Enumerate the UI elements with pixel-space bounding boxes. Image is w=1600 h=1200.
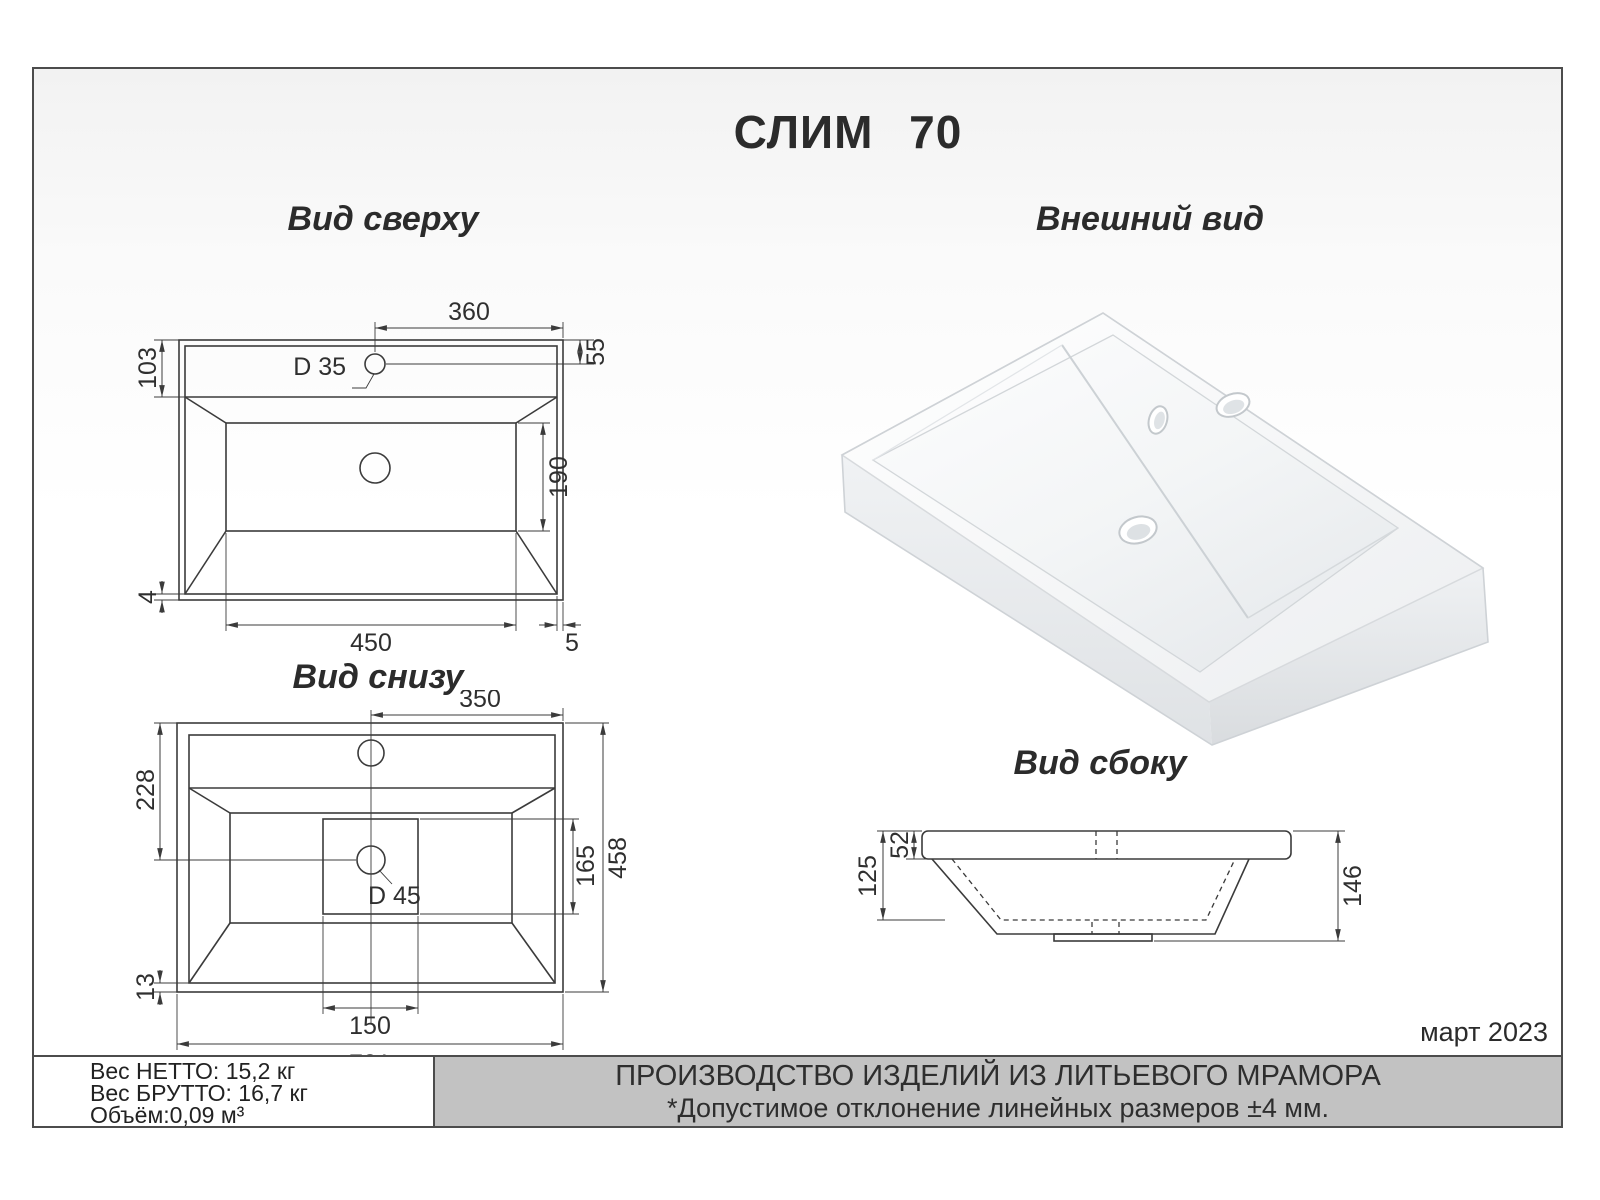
dim-label: 52 bbox=[886, 831, 914, 859]
weight-gross: Вес БРУТТО: 16,7 кг bbox=[90, 1080, 308, 1106]
dim-label: 125 bbox=[854, 855, 882, 897]
dim-label: 103 bbox=[134, 347, 162, 389]
dim-label: 146 bbox=[1339, 865, 1367, 907]
dim-label: 150 bbox=[349, 1012, 391, 1040]
bottom-foot bbox=[1054, 934, 1152, 941]
dim-label: 165 bbox=[572, 845, 600, 887]
external-view-title: Внешний вид bbox=[1035, 200, 1265, 238]
bottom-view-title: Вид снизу bbox=[292, 658, 464, 696]
sink-3d-body bbox=[842, 313, 1488, 745]
production-info-cell bbox=[435, 1057, 1561, 1126]
top-view-drawing bbox=[130, 300, 610, 655]
dim-label: 450 bbox=[350, 629, 392, 655]
bottom-view-dimensions bbox=[132, 690, 632, 1078]
title-block bbox=[32, 1055, 1563, 1128]
dim-label: 5 bbox=[565, 629, 579, 655]
top-view-title: Вид сверху bbox=[287, 200, 479, 238]
side-view-outline bbox=[922, 831, 1291, 941]
dim-label: 228 bbox=[132, 769, 160, 811]
top-view-outline bbox=[179, 340, 563, 600]
dim-label: 360 bbox=[448, 300, 490, 326]
hole-leader-line bbox=[352, 374, 374, 388]
external-view-render bbox=[810, 290, 1500, 755]
dim-label: 458 bbox=[604, 837, 632, 879]
date-label: март 2023 bbox=[1420, 1017, 1548, 1047]
page-title: СЛИМ 70 bbox=[733, 106, 963, 158]
dim-label: 55 bbox=[582, 338, 610, 366]
side-view-dimensions bbox=[854, 831, 1367, 941]
top-view-dimensions bbox=[134, 300, 610, 655]
bottom-view-drawing bbox=[130, 690, 640, 1082]
hole-diameter-label: D 45 bbox=[368, 882, 421, 910]
dim-label: 4 bbox=[134, 590, 162, 604]
bottom-view-outline bbox=[177, 710, 563, 1023]
faucet-hole bbox=[365, 354, 385, 374]
dim-label: 190 bbox=[545, 456, 573, 498]
tolerance-note: *Допустимое отклонение линейных размеров ±4 мм. bbox=[666, 1093, 1330, 1123]
weight-net: Вес НЕТТО: 15,2 кг bbox=[90, 1058, 296, 1084]
hole-diameter-label: D 35 bbox=[293, 353, 346, 381]
dim-label: 350 bbox=[459, 690, 501, 713]
dim-label: 13 bbox=[132, 973, 160, 1001]
volume: Объём:0,09 м³ bbox=[90, 1102, 245, 1128]
drain-hole bbox=[360, 453, 390, 483]
side-view-title: Вид сбоку bbox=[1013, 744, 1187, 782]
side-view-drawing bbox=[850, 790, 1370, 965]
production-title: ПРОИЗВОДСТВО ИЗДЕЛИЙ ИЗ ЛИТЬЕВОГО МРАМОРА bbox=[615, 1060, 1381, 1092]
weight-info-cell bbox=[34, 1057, 435, 1126]
